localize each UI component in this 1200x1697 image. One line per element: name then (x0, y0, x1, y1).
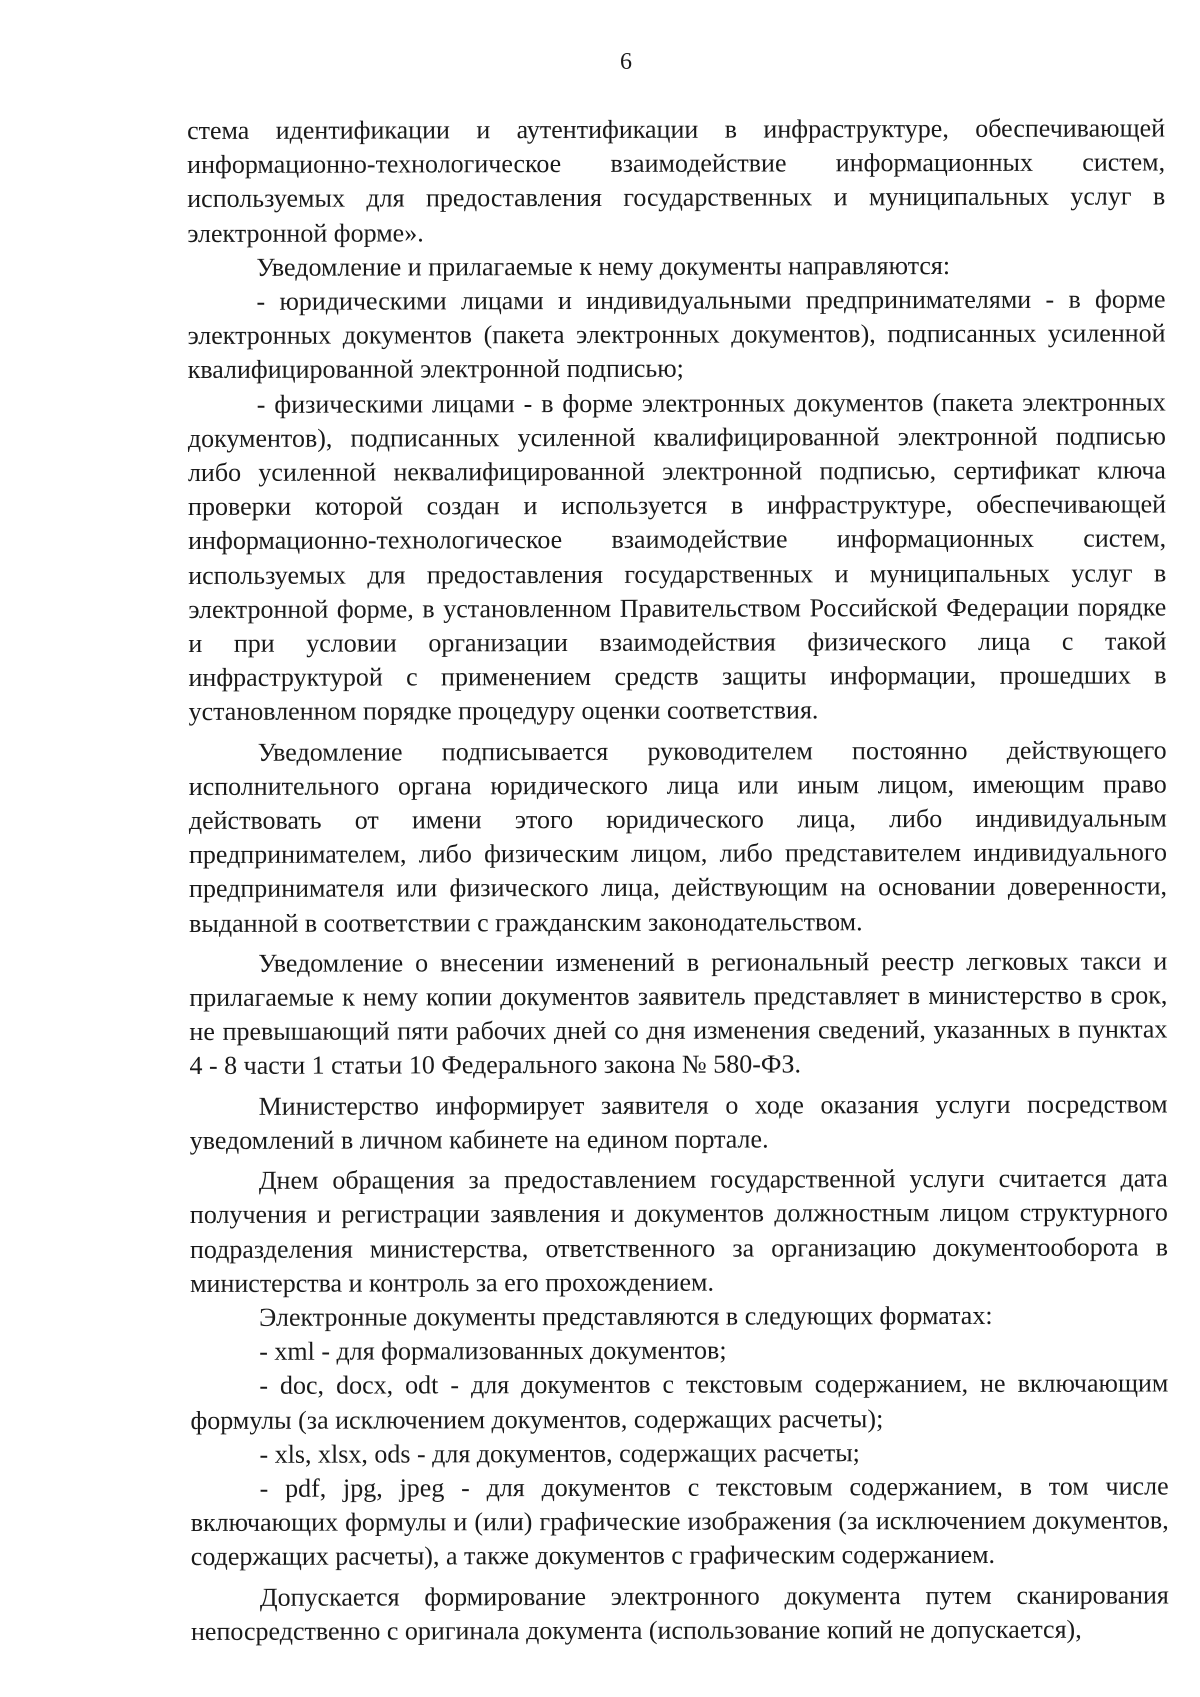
list-item-format-xml: - xml - для формализованных документов; (259, 1335, 727, 1366)
list-item-format-doc: - doc, docx, odt - для документов с текстовым содержанием, не включающим формулы (за исключением документов, содержащих расчеты); (190, 1368, 1169, 1435)
paragraph: Уведомление и прилагаемые к нему документы направляются: (256, 250, 951, 282)
list-item-format-pdf: - pdf, jpg, jpeg - для документов с текстовым содержанием, в том числе включающих формулы и (или) графические изображения (за исключением документов, содержащих расчеты), а также документов с графическим содержанием. (190, 1471, 1169, 1572)
list-item-individuals: - физическими лицами - в форме электронных документов (пакета электронных документов), подписанных усиленной квалифицированной электронной подписью либо усиленной неквалифицированной электронной подписью, сертификат ключа проверки которой создан и используется в инфраструктуре, обеспечивающей информационно-технологическое взаимодействие информационных систем, используемых для предоставления государственных и муниципальных услуг в электронной форме, в установленном Правительством Российской Федерации порядке и при условии организации взаимодействия физического лица с такой инфраструктурой с применением средств защиты информации, прошедших в установленном порядке процедуру оценки соответствия. (187, 387, 1167, 727)
paragraph: стема идентификации и аутентификации в инфраструктуре, обеспечивающей информационно-технологическое взаимодействие информационных систем, используемых для предоставления государственных и муниципальных услуг в электронной форме». (187, 113, 1166, 248)
paragraph: Днем обращения за предоставлением государственной услуги считается дата получения и регистрации заявления и документов должностным лицом структурного подразделения министерства, ответственного за организацию документооборота в министерства и контроль за его прохождением. (189, 1163, 1169, 1298)
list-item-format-xls: - xls, xlsx, ods - для документов, содержащих расчеты; (259, 1437, 860, 1469)
document-body (187, 111, 1169, 1648)
paragraph: Уведомление о внесении изменений в региональный реестр легковых такси и прилагаемые к нему копии документов заявитель представляет в министерство в срок, не превышающий пяти рабочих дней со дня изменения сведений, указанных в пунктах 4 - 8 части 1 статьи 10 Федерального закона № 580-ФЗ. (189, 946, 1168, 1081)
paragraph: Министерство информирует заявителя о ходе оказания услуги посредством уведомлений в личном кабинете на едином портале. (189, 1089, 1168, 1155)
paragraph: Уведомление подписывается руководителем постоянно действующего исполнительного органа юридического лица или иным лицом, имеющим право действовать от имени этого юридического лица, либо индивидуальным предпринимателем, либо физическим лицом, либо представителем индивидуального предпринимателя или физического лица, действующим на основании доверенности, выданной в соответствии с гражданским законодательством. (188, 735, 1168, 938)
paragraph: Допускается формирование электронного документа путем сканирования непосредственно с оригинала документа (использование копий не допускается), (190, 1579, 1169, 1646)
page-number: 6 (620, 49, 632, 75)
list-item-legal-entities: - юридическими лицами и индивидуальными предпринимателями - в форме электронных документов (пакета электронных документов), подписанных усиленной квалифицированной электронной подписью; (187, 284, 1166, 385)
paragraph: Электронные документы представляются в следующих форматах: (259, 1300, 993, 1332)
